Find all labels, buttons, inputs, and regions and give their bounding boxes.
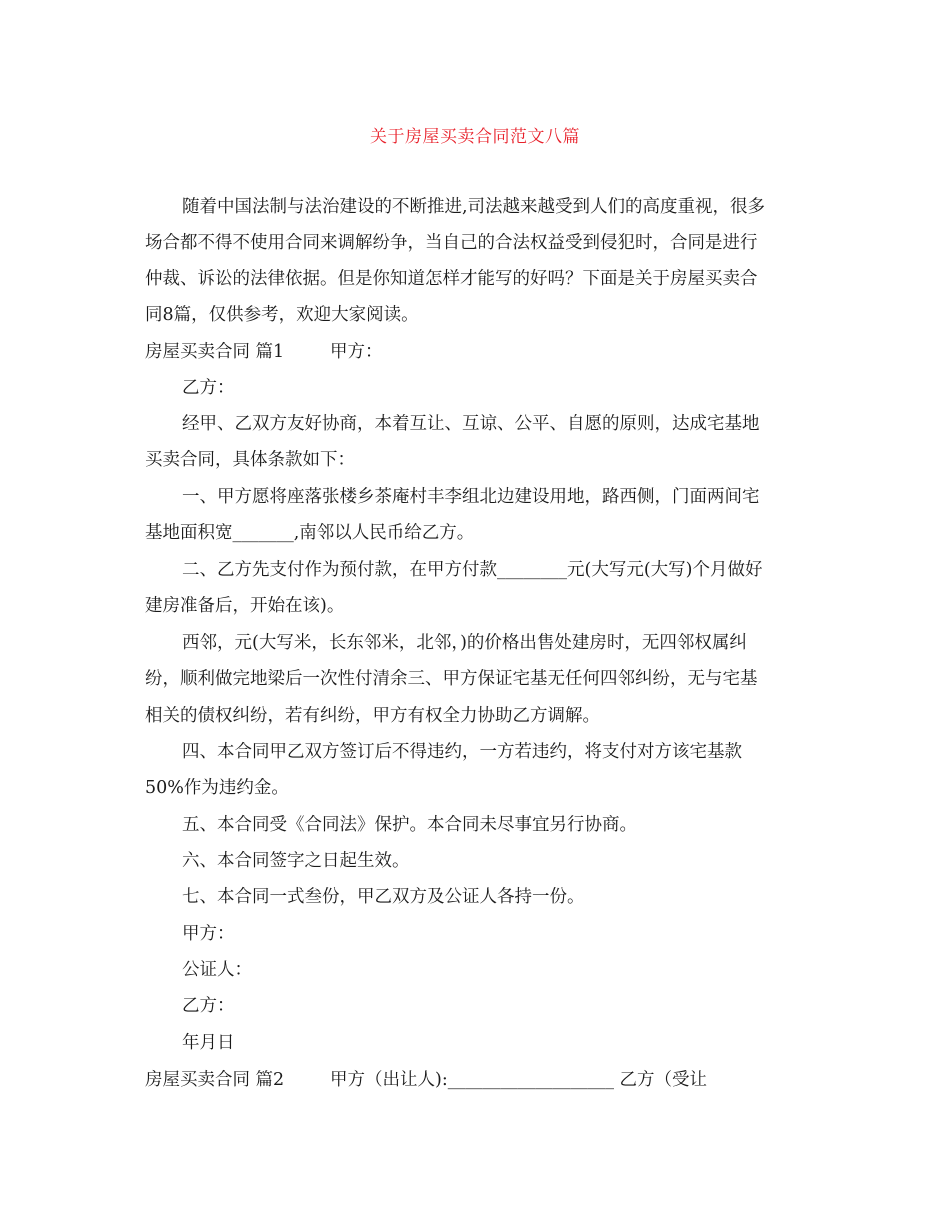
party-b-label: 乙方： [182,378,235,398]
clause-line: 五、本合同受《合同法》保护。本合同未尽事宜另行协商。 [182,815,637,835]
clause-line: 西邻，元(大写米，长东邻米，北邻，)的价格出售处建房时，无四邻权属纠 [182,633,747,653]
clause-line: 基地面积宽_______,南邻以人民币给乙方。 [145,523,475,543]
intro-line: 仲裁、诉讼的法律依据。但是你知道怎样才能写的好吗？下面是关于房屋买卖合 [145,269,758,289]
party-line: 甲方（出让人):___________________ 乙方（受让 [330,1070,708,1090]
intro-line: 同8篇，仅供参考，欢迎大家阅读。 [145,305,419,325]
signature-party-a: 甲方： [182,924,235,944]
signature-party-b: 乙方： [182,996,235,1016]
section-title: 房屋买卖合同 篇1 [145,342,285,362]
signature-notary: 公证人： [182,960,252,980]
party-a-label: 甲方： [330,342,383,362]
clause-line: 50%作为违约金。 [145,778,289,798]
clause-line: 纷，顺利做完地梁后一次性付清余三、甲方保证宅基无任何四邻纠纷，无与宅基 [145,669,758,689]
clause-line: 七、本合同一式叁份，甲乙双方及公证人各持一份。 [182,887,585,907]
intro-line: 场合都不得不使用合同来调解纷争，当自己的合法权益受到侵犯时，合同是进行 [145,233,758,253]
signature-date: 年月日 [182,1033,235,1053]
clause-line: 相关的债权纠纷，若有纠纷，甲方有权全力协助乙方调解。 [145,706,600,726]
clause-line: 二、乙方先支付作为预付款，在甲方付款________元(大写元(大写)个月做好 [182,560,763,580]
document-title: 关于房屋买卖合同范文八篇 [370,127,580,147]
clause-line: 六、本合同签字之日起生效。 [182,851,410,871]
clause-line: 一、甲方愿将座落张楼乡茶庵村丰李组北边建设用地，路西侧，门面两间宅 [182,487,760,507]
clause-line: 建房准备后，开始在该)。 [145,596,345,616]
clause-line: 买卖合同，具体条款如下： [145,450,355,470]
clause-line: 经甲、乙双方友好协商，本着互让、互谅、公平、自愿的原则，达成宅基地 [182,414,760,434]
intro-line: 随着中国法制与法治建设的不断推进,司法越来越受到人们的高度重视，很多 [182,197,766,217]
section-title: 房屋买卖合同 篇2 [145,1070,285,1090]
clause-line: 四、本合同甲乙双方签订后不得违约，一方若违约，将支付对方该宅基款 [182,742,742,762]
